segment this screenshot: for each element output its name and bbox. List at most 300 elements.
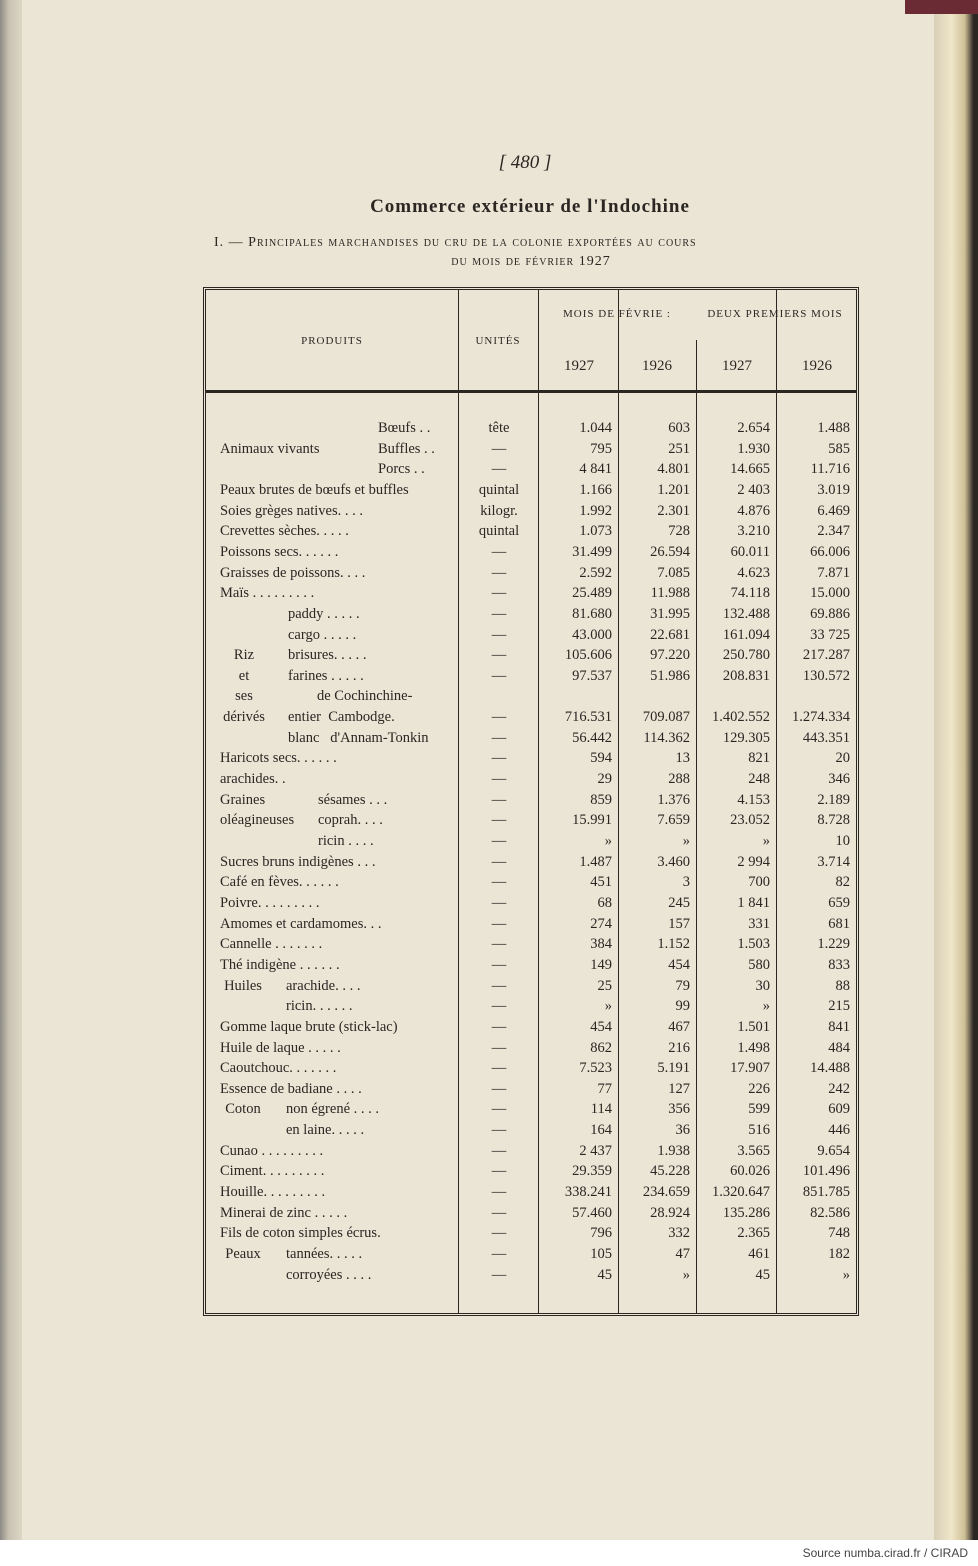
value-cell: 331 xyxy=(748,915,770,932)
value-cell: 454 xyxy=(668,956,690,973)
value-cell: 833 xyxy=(828,956,850,973)
value-cell: 14.665 xyxy=(730,461,770,478)
product-label: entier Cambodge. xyxy=(288,709,395,726)
table-row xyxy=(206,893,856,914)
product-label: corroyées . . . . xyxy=(286,1266,372,1283)
value-cell: 609 xyxy=(828,1101,850,1118)
product-label: Amomes et cardamomes. . . xyxy=(220,915,382,932)
value-cell: 5.191 xyxy=(657,1060,690,1077)
value-cell: 467 xyxy=(668,1018,690,1035)
value-cell: 105.606 xyxy=(564,647,612,664)
unit: tête xyxy=(488,420,510,436)
value-cell: 216 xyxy=(668,1039,690,1056)
value-cell: 461 xyxy=(748,1246,770,1262)
value-cell: 14.488 xyxy=(810,1060,850,1077)
value-cell: 4.623 xyxy=(737,564,770,581)
unit: — xyxy=(491,1018,507,1035)
value-cell: 45 xyxy=(755,1266,770,1283)
product-label: Café en fèves. . . . . . xyxy=(220,874,339,891)
unit: — xyxy=(491,956,507,973)
value-cell: 234.659 xyxy=(642,1184,690,1201)
value-cell: 10 xyxy=(835,833,850,849)
value-cell: 716.531 xyxy=(564,709,612,726)
value-cell: 22.681 xyxy=(650,626,690,643)
value-cell: 51.986 xyxy=(650,667,690,684)
unit: — xyxy=(491,936,507,953)
group-label: Huiles xyxy=(224,977,262,994)
value-cell: 69.886 xyxy=(810,605,850,622)
value-cell: 1.498 xyxy=(737,1039,770,1056)
header-year: 1926 xyxy=(802,358,832,374)
product-label: blanc d'Annam-Tonkin xyxy=(288,729,429,746)
table-row xyxy=(206,1265,856,1286)
value-cell: 43.000 xyxy=(572,626,612,643)
value-cell: 1.503 xyxy=(737,936,770,953)
table-row xyxy=(206,790,856,811)
header-year: 1926 xyxy=(642,358,672,374)
value-cell: 2.654 xyxy=(737,420,770,436)
unit: quintal xyxy=(478,523,520,540)
table-row xyxy=(206,996,856,1017)
value-cell: 251 xyxy=(668,440,690,457)
table-row xyxy=(206,1099,856,1120)
unit: — xyxy=(491,1246,507,1262)
value-cell: 2 994 xyxy=(737,853,770,870)
table-row xyxy=(206,1038,856,1059)
table-row xyxy=(206,645,856,666)
unit: — xyxy=(491,1039,507,1056)
value-cell: 15.000 xyxy=(810,585,850,602)
value-cell: 7.085 xyxy=(657,564,690,581)
header-unites: UNITÉS xyxy=(475,335,521,347)
value-cell: 1.229 xyxy=(817,936,850,953)
unit: — xyxy=(491,1266,507,1283)
product-label: Bœufs . . xyxy=(378,420,431,436)
table-row xyxy=(206,769,856,790)
value-cell: 97.220 xyxy=(650,647,690,664)
product-label: tannées. . . . . xyxy=(286,1246,363,1262)
unit: — xyxy=(491,1101,507,1118)
value-cell: 23.052 xyxy=(730,812,770,829)
value-cell: 1.938 xyxy=(657,1142,690,1159)
value-cell: 599 xyxy=(748,1101,770,1118)
value-cell: 68 xyxy=(597,894,612,911)
product-label: Sucres bruns indigènes . . . xyxy=(220,853,376,870)
table-row xyxy=(206,1079,856,1100)
value-cell: 25 xyxy=(597,977,612,994)
source-credit: Source numba.cirad.fr / CIRAD xyxy=(802,1546,968,1560)
table-row xyxy=(206,872,856,893)
value-cell: » xyxy=(762,998,770,1015)
table-subtitle-2: du mois de février 1927 xyxy=(451,254,611,269)
value-cell: 594 xyxy=(590,750,612,767)
table-row xyxy=(206,439,856,460)
value-cell: 580 xyxy=(748,956,770,973)
header-mois: MOIS DE FÉVRIE : xyxy=(563,308,671,320)
table-row xyxy=(206,666,856,687)
value-cell: 245 xyxy=(668,894,690,911)
table-row xyxy=(206,1182,856,1203)
table-row xyxy=(206,542,856,563)
table-row xyxy=(206,955,856,976)
product-label: Cunao . . . . . . . . . xyxy=(220,1142,324,1159)
unit: — xyxy=(491,1163,507,1180)
value-cell: 384 xyxy=(590,936,612,953)
value-cell: 182 xyxy=(828,1246,850,1262)
unit: — xyxy=(491,1080,507,1097)
group-label: Riz xyxy=(233,647,255,664)
table-row xyxy=(206,686,856,707)
value-cell: 1.376 xyxy=(657,791,690,808)
table-row xyxy=(206,934,856,955)
value-cell: 332 xyxy=(668,1225,690,1242)
value-cell: 1.488 xyxy=(817,420,850,436)
value-cell: 2.592 xyxy=(579,564,612,581)
table-subtitle: I. — Principales marchandises du cru de la colonie exportées au cours xyxy=(214,235,697,250)
value-cell: 3.210 xyxy=(737,523,770,540)
value-cell: 748 xyxy=(828,1225,850,1242)
value-cell: 29 xyxy=(597,771,612,788)
product-label: cargo . . . . . xyxy=(288,626,357,643)
product-label: ricin. . . . . . xyxy=(286,998,353,1015)
product-label: brisures. . . . . xyxy=(288,647,367,664)
product-label: Caoutchouc. . . . . . . xyxy=(220,1060,337,1077)
product-label: Poissons secs. . . . . . xyxy=(220,543,339,560)
value-cell: 248 xyxy=(748,771,770,788)
value-cell: 2 437 xyxy=(579,1142,612,1159)
value-cell: 1 841 xyxy=(737,894,770,911)
unit: — xyxy=(491,626,507,643)
header-separator xyxy=(206,390,856,393)
bookmark-ribbon xyxy=(905,0,978,14)
table-row xyxy=(206,852,856,873)
group-label: Graines xyxy=(220,791,266,808)
unit: — xyxy=(491,812,507,829)
value-cell: 31.995 xyxy=(650,605,690,622)
value-cell: 60.026 xyxy=(730,1163,770,1180)
value-cell: 114.362 xyxy=(643,729,690,746)
group-label: Peaux xyxy=(225,1246,261,1262)
value-cell: 821 xyxy=(748,750,770,767)
value-cell: 795 xyxy=(590,440,612,457)
value-cell: 88 xyxy=(835,977,850,994)
unit: — xyxy=(491,585,507,602)
value-cell: 74.118 xyxy=(730,585,770,602)
value-cell: 2.301 xyxy=(657,502,690,519)
product-label: Peaux brutes de bœufs et buffles xyxy=(220,481,409,498)
unit: — xyxy=(491,1184,507,1201)
unit: — xyxy=(491,1122,507,1139)
product-label: Poivre. . . . . . . . . xyxy=(220,894,320,911)
product-label: de Cochinchine- xyxy=(288,688,413,705)
value-cell: 659 xyxy=(828,894,850,911)
value-cell: 1.152 xyxy=(657,936,690,953)
value-cell: » xyxy=(842,1266,850,1283)
value-cell: 288 xyxy=(668,771,690,788)
value-cell: 31.499 xyxy=(572,543,612,560)
value-cell: 7.523 xyxy=(579,1060,612,1077)
value-cell: 215 xyxy=(828,998,850,1015)
value-cell: 1.402.552 xyxy=(712,709,770,726)
value-cell: 4.153 xyxy=(737,791,770,808)
product-label: Essence de badiane . . . . xyxy=(220,1080,362,1097)
value-cell: » xyxy=(682,1266,690,1283)
unit: — xyxy=(491,750,507,767)
value-cell: 11.988 xyxy=(650,585,690,602)
value-cell: 446 xyxy=(828,1122,850,1139)
unit: — xyxy=(491,1225,507,1242)
value-cell: 7.871 xyxy=(817,564,850,581)
value-cell: 127 xyxy=(668,1080,690,1097)
unit: — xyxy=(491,998,507,1015)
value-cell: 484 xyxy=(828,1039,850,1056)
value-cell: 274 xyxy=(590,915,612,932)
value-cell: 82 xyxy=(835,874,850,891)
product-label: Minerai de zinc . . . . . xyxy=(220,1204,348,1221)
product-label: Huile de laque . . . . . xyxy=(220,1039,341,1056)
product-label: arachides. . xyxy=(220,771,286,788)
value-cell: 29.359 xyxy=(572,1163,612,1180)
unit: — xyxy=(491,709,507,726)
unit: — xyxy=(491,543,507,560)
product-label: non égrené . . . . xyxy=(286,1101,380,1118)
product-label: Buffles . . xyxy=(378,440,435,457)
value-cell: 26.594 xyxy=(650,543,690,560)
page-number: [ 480 ] xyxy=(498,152,552,173)
product-label: Cannelle . . . . . . . xyxy=(220,936,323,953)
table-row xyxy=(206,459,856,480)
unit: — xyxy=(491,874,507,891)
value-cell: 36 xyxy=(675,1122,690,1139)
table-row xyxy=(206,707,856,728)
group-label: ses xyxy=(235,688,253,705)
table-row xyxy=(206,625,856,646)
value-cell: 105 xyxy=(590,1246,612,1262)
unit: — xyxy=(491,1204,507,1221)
value-cell: 45 xyxy=(597,1266,612,1283)
value-cell: 132.488 xyxy=(722,605,770,622)
table-row xyxy=(206,1058,856,1079)
value-cell: 338.241 xyxy=(564,1184,612,1201)
product-label: farines . . . . . xyxy=(288,667,364,684)
value-cell: 66.006 xyxy=(810,543,850,560)
unit: — xyxy=(491,915,507,932)
unit: — xyxy=(491,1142,507,1159)
table-row xyxy=(206,501,856,522)
value-cell: 1.501 xyxy=(737,1018,770,1035)
group-label: Coton xyxy=(225,1101,261,1118)
value-cell: 356 xyxy=(668,1101,690,1118)
unit: kilogr. xyxy=(480,502,518,519)
value-cell: 454 xyxy=(590,1018,612,1035)
value-cell: 250.780 xyxy=(722,647,770,664)
value-cell: 129.305 xyxy=(722,729,770,746)
value-cell: 164 xyxy=(590,1122,612,1139)
value-cell: 135.286 xyxy=(722,1204,770,1221)
value-cell: 47 xyxy=(675,1246,690,1262)
table-row xyxy=(206,1203,856,1224)
product-label: en laine. . . . . xyxy=(286,1122,365,1139)
value-cell: 79 xyxy=(675,977,690,994)
value-cell: 149 xyxy=(590,956,612,973)
book-edge-left xyxy=(0,0,22,1540)
value-cell: 217.287 xyxy=(802,647,850,664)
product-label: Graisses de poissons. . . . xyxy=(220,564,366,581)
group-label: Animaux vivants xyxy=(220,440,320,457)
value-cell: 25.489 xyxy=(572,585,612,602)
product-label: sésames . . . xyxy=(318,791,388,808)
value-cell: 346 xyxy=(828,771,850,788)
table-row xyxy=(206,1161,856,1182)
value-cell: 681 xyxy=(828,915,850,932)
unit: — xyxy=(491,461,507,478)
value-cell: 4.876 xyxy=(737,502,770,519)
unit: — xyxy=(491,894,507,911)
value-cell: » xyxy=(682,833,690,849)
product-label: Soies grèges natives. . . . xyxy=(220,502,363,519)
table-row xyxy=(206,583,856,604)
value-cell: » xyxy=(604,998,612,1015)
value-cell: 114 xyxy=(590,1101,612,1118)
value-cell: 15.991 xyxy=(572,812,612,829)
value-cell: 157 xyxy=(668,915,690,932)
value-cell: » xyxy=(604,833,612,849)
value-cell: 841 xyxy=(828,1018,850,1035)
value-cell: 1.992 xyxy=(579,502,612,519)
unit: — xyxy=(491,833,507,849)
table-row xyxy=(206,521,856,542)
value-cell: 17.907 xyxy=(730,1060,770,1077)
group-label: dérivés xyxy=(223,709,265,726)
unit: — xyxy=(491,853,507,870)
book-edge-right xyxy=(934,0,978,1540)
value-cell: 13 xyxy=(675,750,690,767)
divider xyxy=(856,340,857,1313)
value-cell: 242 xyxy=(828,1080,850,1097)
value-cell: 3 xyxy=(682,874,690,891)
value-cell: 796 xyxy=(590,1225,612,1242)
value-cell: 1.930 xyxy=(737,440,770,457)
value-cell: 101.496 xyxy=(802,1163,850,1180)
value-cell: 82.586 xyxy=(810,1204,850,1221)
product-label: Thé indigène . . . . . . xyxy=(220,956,340,973)
value-cell: 1.487 xyxy=(579,853,612,870)
value-cell: 585 xyxy=(828,440,850,457)
product-label: arachide. . . . xyxy=(286,977,361,994)
value-cell: 6.469 xyxy=(817,502,850,519)
page-title: Commerce extérieur de l'Indochine xyxy=(370,196,690,217)
value-cell: 81.680 xyxy=(572,605,612,622)
table-row xyxy=(206,1223,856,1244)
product-label: coprah. . . . xyxy=(318,812,383,829)
value-cell: 3.714 xyxy=(817,853,850,870)
value-cell: 728 xyxy=(668,523,690,540)
product-label: Gomme laque brute (stick-lac) xyxy=(220,1018,398,1035)
value-cell: » xyxy=(762,833,770,849)
unit: — xyxy=(491,771,507,788)
unit: — xyxy=(491,1060,507,1077)
value-cell: 226 xyxy=(748,1080,770,1097)
value-cell: 4 841 xyxy=(579,461,612,478)
product-label: Houille. . . . . . . . . xyxy=(220,1184,326,1201)
value-cell: 130.572 xyxy=(802,667,850,684)
product-label: ricin . . . . xyxy=(318,833,374,849)
value-cell: 1.073 xyxy=(579,523,612,540)
value-cell: 709.087 xyxy=(642,709,690,726)
table-row xyxy=(206,563,856,584)
table-row xyxy=(206,1141,856,1162)
value-cell: 9.654 xyxy=(817,1142,850,1159)
value-cell: 3.565 xyxy=(737,1142,770,1159)
table-row xyxy=(206,976,856,997)
header-year: 1927 xyxy=(564,358,594,374)
group-label: et xyxy=(238,667,250,684)
value-cell: 2.189 xyxy=(817,791,850,808)
table-row xyxy=(206,810,856,831)
value-cell: 11.716 xyxy=(810,461,850,478)
value-cell: 3.460 xyxy=(657,853,690,870)
value-cell: 20 xyxy=(835,750,850,767)
value-cell: 33 725 xyxy=(810,626,850,643)
value-cell: 28.924 xyxy=(650,1204,690,1221)
value-cell: 603 xyxy=(668,420,690,436)
unit: — xyxy=(491,564,507,581)
unit: — xyxy=(491,440,507,457)
table-row xyxy=(206,604,856,625)
exports-table xyxy=(203,287,859,1316)
value-cell: 851.785 xyxy=(802,1184,850,1201)
header-deux-mois: DEUX PREMIERS MOIS xyxy=(707,308,843,320)
header-year: 1927 xyxy=(722,358,752,374)
product-label: Maïs . . . . . . . . . xyxy=(220,585,315,602)
product-label: Fils de coton simples écrus. xyxy=(220,1225,381,1242)
product-label: Haricots secs. . . . . . xyxy=(220,750,337,767)
value-cell: 1.320.647 xyxy=(712,1184,770,1201)
value-cell: 451 xyxy=(590,874,612,891)
value-cell: 30 xyxy=(755,977,770,994)
value-cell: 2 403 xyxy=(737,481,770,498)
group-label: oléagineuses xyxy=(220,812,295,829)
header-produits: PRODUITS xyxy=(301,335,363,347)
table-row xyxy=(206,1017,856,1038)
value-cell: 443.351 xyxy=(802,729,850,746)
value-cell: 1.274.334 xyxy=(792,709,850,726)
product-label: Ciment. . . . . . . . . xyxy=(220,1163,325,1180)
value-cell: 57.460 xyxy=(572,1204,612,1221)
value-cell: 45.228 xyxy=(650,1163,690,1180)
table-row xyxy=(206,1244,856,1265)
table-row xyxy=(206,914,856,935)
product-label: paddy . . . . . xyxy=(288,605,360,622)
product-label: Crevettes sèches. . . . . xyxy=(220,523,349,540)
value-cell: 56.442 xyxy=(572,729,612,746)
value-cell: 1.044 xyxy=(579,420,612,436)
table-row xyxy=(206,418,856,439)
value-cell: 97.537 xyxy=(572,667,612,684)
value-cell: 161.094 xyxy=(722,626,770,643)
value-cell: 4.801 xyxy=(657,461,690,478)
value-cell: 3.019 xyxy=(817,481,850,498)
table-row xyxy=(206,748,856,769)
unit: quintal xyxy=(478,481,520,498)
value-cell: 859 xyxy=(590,791,612,808)
unit: — xyxy=(491,667,507,684)
table-row xyxy=(206,480,856,501)
value-cell: 7.659 xyxy=(657,812,690,829)
value-cell: 8.728 xyxy=(817,812,850,829)
value-cell: 862 xyxy=(590,1039,612,1056)
value-cell: 77 xyxy=(597,1080,612,1097)
